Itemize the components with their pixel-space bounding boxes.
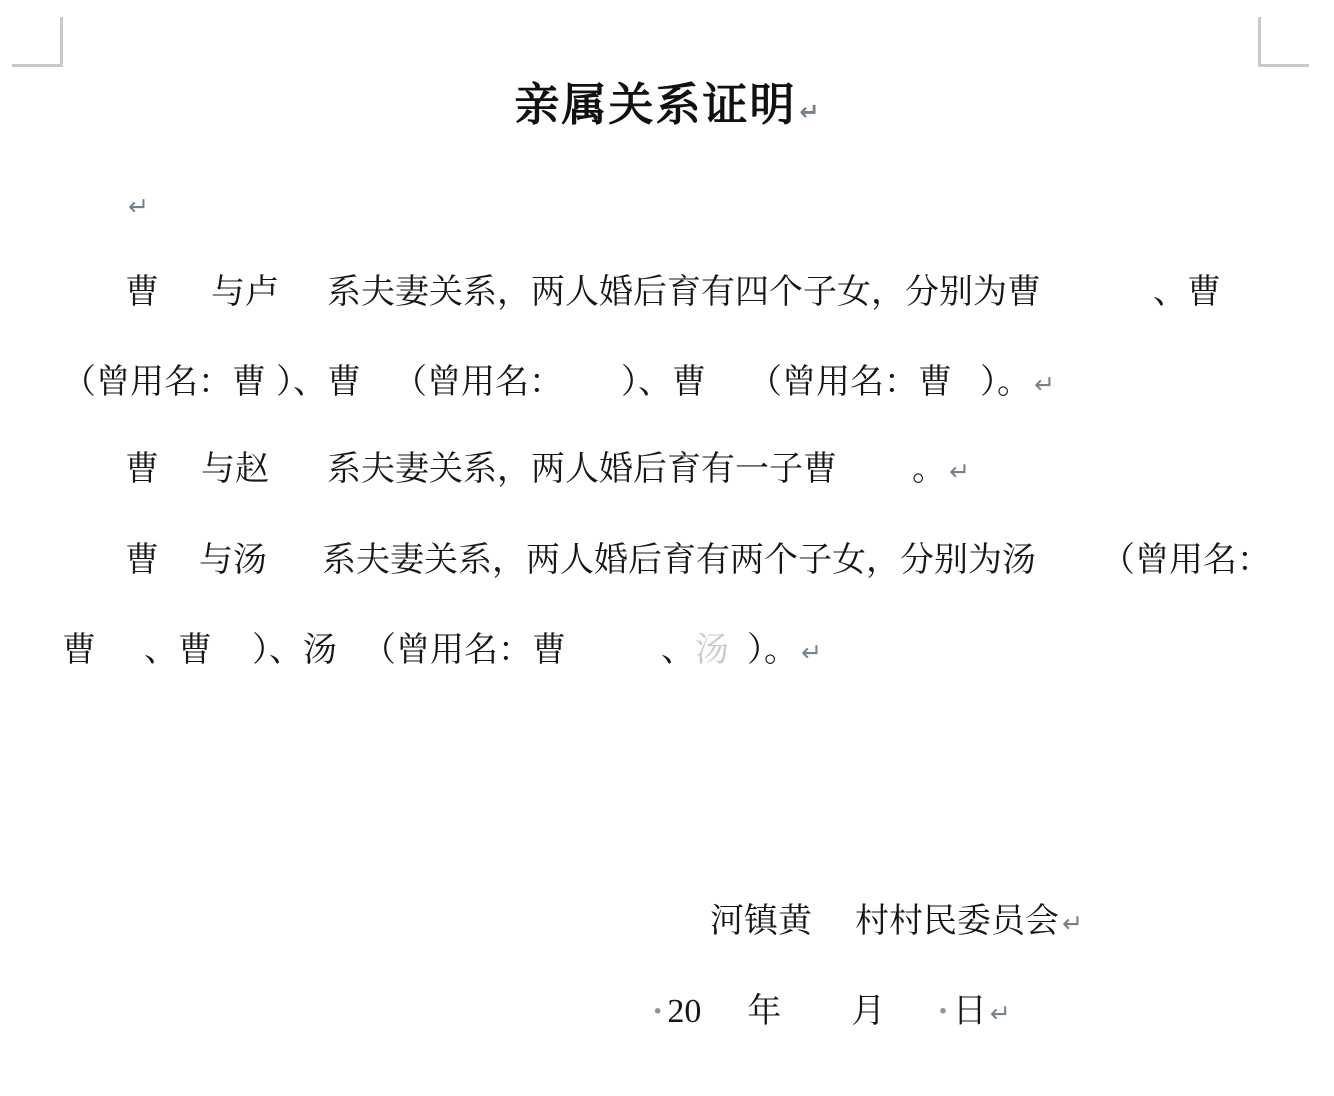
- paragraph-mark-icon: ↵: [799, 98, 820, 126]
- date-line: [652, 968, 1011, 1056]
- text-run: ）、曹: [276, 364, 361, 401]
- text-run: ）、曹: [621, 364, 706, 401]
- redacted-name-gap: [885, 1021, 937, 1022]
- text-run: 、曹: [144, 632, 212, 669]
- redacted-name-gap: [706, 392, 748, 393]
- text-run: 日: [952, 993, 987, 1030]
- redacted-name-gap: [96, 660, 144, 661]
- redacted-name-gap: [279, 302, 327, 303]
- text-run: ）。: [980, 364, 1031, 401]
- text-run: 月: [851, 993, 886, 1030]
- text-run: 。: [912, 451, 946, 488]
- paragraph3-line2: [62, 607, 822, 695]
- redacted-name-gap: [701, 1021, 747, 1022]
- redacted-name-gap: [1036, 570, 1101, 571]
- empty-paragraph-line: [125, 161, 149, 249]
- text-run: 年: [747, 993, 782, 1030]
- redacted-name-gap: [781, 1021, 851, 1022]
- paragraph3-line1: [62, 517, 1271, 605]
- text-run: （曾用名：曹: [362, 632, 566, 669]
- signature-line: [710, 878, 1083, 966]
- redacted-name-gap: [212, 660, 252, 661]
- redacted-name-gap: [159, 570, 199, 571]
- redacted-name-gap: [566, 660, 661, 661]
- text-run: 村村民委员会: [855, 903, 1059, 940]
- text-run: 、曹: [1153, 274, 1221, 311]
- redacted-name-gap: [337, 660, 362, 661]
- paragraph1-line1: [62, 249, 1221, 337]
- text-run: 曹: [62, 632, 96, 669]
- text-run: （曾用名：曹: [62, 364, 266, 401]
- text-run: 系夫妻关系，两人婚后育有四个子女，分别为曹: [327, 274, 1041, 311]
- crop-mark-top-left-icon: [12, 17, 63, 67]
- redacted-name-gap: [729, 660, 747, 661]
- text-run: （曾用名：: [393, 364, 563, 401]
- paragraph-mark-icon: ↵: [1034, 370, 1055, 399]
- text-run: 曹: [125, 274, 159, 311]
- document-title-text: 亲属关系证明: [514, 80, 797, 130]
- text-run: 20: [667, 993, 702, 1030]
- text-run: （曾用名：: [1101, 542, 1271, 579]
- paragraph-mark-icon: ↵: [989, 999, 1011, 1028]
- paragraph-mark-icon: ↵: [1062, 909, 1083, 938]
- text-run: ）。: [747, 632, 798, 669]
- text-run: （曾用名：曹: [748, 364, 952, 401]
- text-run: 与汤: [199, 542, 267, 579]
- text-run: 与卢: [211, 274, 279, 311]
- paragraph2-line1: [62, 426, 970, 514]
- text-run: 、: [661, 632, 695, 669]
- redacted-name-gap: [563, 392, 621, 393]
- space-mark-icon: ·: [937, 993, 949, 1030]
- redacted-name-gap: [159, 302, 211, 303]
- ghost-text: 汤: [695, 632, 729, 669]
- redacted-name-gap: [269, 479, 327, 480]
- document-title: [0, 72, 1334, 145]
- redacted-name-gap: [1041, 302, 1153, 303]
- paragraph-mark-icon: ↵: [801, 638, 822, 667]
- text-run: ）、汤: [252, 632, 337, 669]
- text-run: 曹: [125, 542, 159, 579]
- text-run: 系夫妻关系，两人婚后育有两个子女，分别为汤: [322, 542, 1036, 579]
- redacted-name-gap: [267, 570, 322, 571]
- text-run: 曹: [125, 451, 159, 488]
- redacted-name-gap: [952, 392, 980, 393]
- paragraph1-line2: [62, 339, 1055, 427]
- crop-mark-top-right-icon: [1258, 17, 1309, 67]
- text-run: 系夫妻关系，两人婚后育有一子曹: [327, 451, 837, 488]
- space-mark-icon: ·: [652, 993, 664, 1030]
- redacted-name-gap: [812, 931, 855, 932]
- text-run: 河镇黄: [710, 903, 812, 940]
- text-run: 与赵: [201, 451, 269, 488]
- paragraph-mark-icon: ↵: [949, 457, 970, 486]
- paragraph-mark-icon: ↵: [128, 192, 149, 221]
- redacted-name-gap: [837, 479, 912, 480]
- redacted-name-gap: [266, 392, 276, 393]
- redacted-name-gap: [159, 479, 201, 480]
- redacted-name-gap: [361, 392, 393, 393]
